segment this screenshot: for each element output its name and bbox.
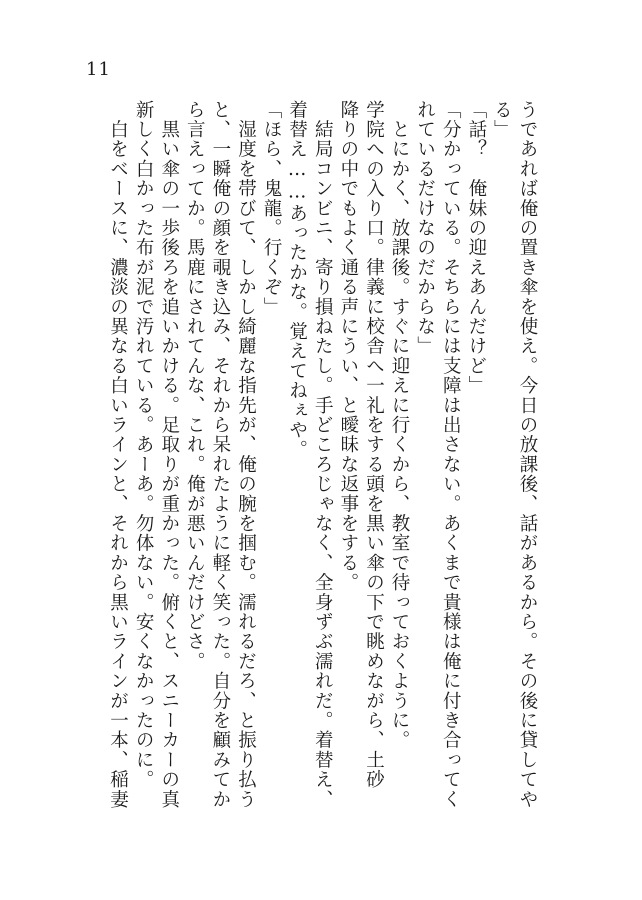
text-line: 学院への入り口。律義に校舎へ一礼をする頭を黒い傘の下で眺めながら、土砂 [363,100,385,790]
text-line: る」 [491,100,513,140]
text-line: 黒い傘の一歩後ろを追いかける。足取りが重かった。俯くと、スニーカーの真 [158,100,180,810]
text-line: 着替え……あったかな。覚えてねぇや。 [286,100,308,460]
text-line: ら言えってか。馬鹿にされてんな、これ。俺が悪いんだけどさ。 [184,100,206,672]
text-line: 「分かっている。そちらには支障は出さない。あくまで貴様は俺に付き合ってく [440,100,462,810]
text-line: 「ほら、鬼龍。行くぞ」 [261,100,283,317]
text-line: 新しく白かった布が泥で汚れている。あーあ。勿体ない。安くなかったのに。 [133,100,155,790]
text-line: とにかく、放課後。すぐに迎えに行くから、教室で待っておくように。 [389,100,411,751]
text-line: 降りの中でもよく通る声にうい、と曖昧な返事をする。 [337,100,359,593]
text-line: 白をベースに、濃淡の異なる白いラインと、それから黒いラインが一本、稲妻 [107,100,129,810]
novel-text-block [107,100,540,812]
text-line: 「話？ 俺妹の迎えあんだけど」 [465,100,487,396]
text-line: れているだけなのだからな」 [414,100,436,357]
text-line: うであれば俺の置き傘を使え。今日の放課後、話があるから。その後に貸してや [517,100,538,810]
text-line: 湿度を帯びて、しかし綺麗な指先が、俺の腕を掴む。濡れるだろ、と振り払う [235,100,257,810]
text-line: 結局コンビニ、寄り損ねたし。手どころじゃなく、全身ずぶ濡れだ。着替え、 [312,100,334,810]
text-line: と、一瞬俺の顔を覗き込み、それから呆れたように軽く笑った。自分を顧みてか [209,100,231,810]
page-number: 11 [86,59,111,80]
